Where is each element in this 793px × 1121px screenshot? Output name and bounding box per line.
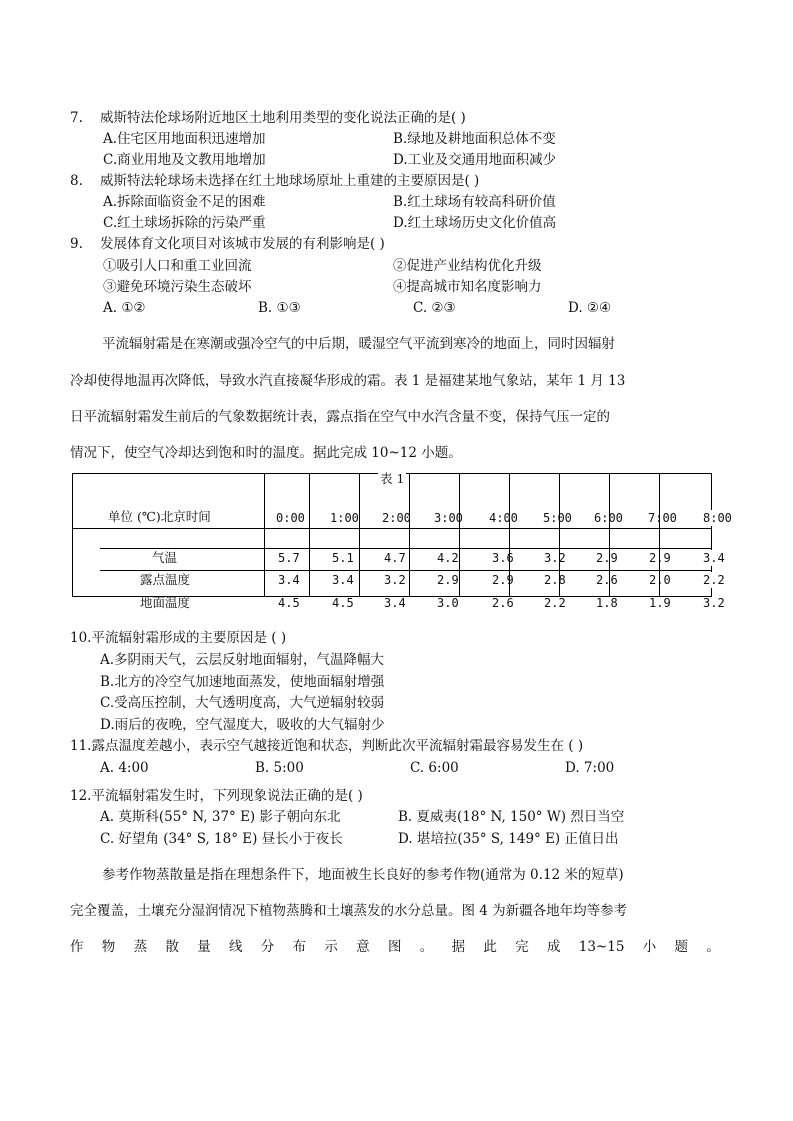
table-cell: 4.5 [278,596,300,610]
table-time-header: 8:00 [703,511,732,525]
table-divider [459,473,460,597]
q9-number: 9. [70,236,83,252]
table-divider [309,473,310,597]
intro2-char: 此 [483,939,497,955]
intro2-char: 线 [228,939,243,955]
intro1-line-2: 冷却使得地温再次降低，导致水汽直接凝华形成的霜。表 1 是福建某地气象站，某年 1 月 13 [70,373,626,389]
q12-option-b: B. 夏威夷(18° N, 150° W) 烈日当空 [398,809,625,825]
intro1-line-3: 日平流辐射霜发生前后的气象数据统计表，露点指在空气中水汽含量不变，保持气压一定的 [70,409,610,425]
q10-option-c: C.受高压控制，大气透明度高，大气逆辐射较弱 [100,695,385,711]
intro2-char: 据 [451,939,466,955]
q7-number: 7. [70,110,83,126]
q9-item-3: ③避免环境污染生态破坏 [103,279,252,295]
q8-option-b: B.红土球场有较高科研价值 [393,194,556,210]
q12-stem: 12.平流辐射霜发生时，下列现象说法正确的是( ) [70,788,363,804]
table-cell: 3.4 [278,573,300,587]
intro2-char: 示 [324,939,338,955]
intro2-char: 意 [356,939,370,955]
table-cell: 3.2 [703,596,725,610]
intro2-line-3 [70,938,720,956]
q11-stem: 11.露点温度差越小，表示空气越接近饱和状态，判断此次平流辐射霜最容易发生在 ( ) [70,738,584,754]
table-row-label: 气温 [152,550,178,565]
table-cell: 2.9 [492,573,514,587]
table-cell: 4.7 [384,551,406,565]
intro2-line-1: 参考作物蒸散量是指在理想条件下，地面被生长良好的参考作物(通常为 0.12 米的短草) [102,867,624,883]
q11-option-d: D. 7:00 [565,760,615,776]
intro2-char: 小 [642,939,657,955]
table-cell: 2.2 [544,596,566,610]
table-cell: 3.4 [703,551,725,565]
table-cell: 3.2 [544,551,566,565]
intro2-char: 完 [515,939,529,955]
table-cell: 2.9 [596,551,618,565]
intro2-line-2: 完全覆盖，土壤充分湿润情况下植物蒸腾和土壤蒸发的水分总量。图 4 为新疆各地年均等参考 [70,903,628,919]
table-cell: 4.2 [437,551,459,565]
q7-option-b: B.绿地及耕地面积总体不变 [393,131,556,147]
intro2-char: 。 [706,939,720,955]
q7-option-d: D.工业及交通用地面积减少 [393,152,557,168]
q12-option-d: D. 堪培拉(35° S, 149° E) 正值日出 [398,831,619,847]
table-header-label: 单位 (℃)北京时间 [108,509,211,524]
table-cell: 3.6 [492,551,514,565]
intro2-char: 成 [546,939,561,955]
q11-option-a: A. 4:00 [100,760,149,776]
q9-option-d: D. ②④ [568,300,612,316]
q8-option-a: A.拆除面临资金不足的困难 [103,194,266,210]
table-row-label: 地面温度 [140,595,191,610]
intro2-char: 。 [419,939,434,955]
intro1-line-1: 平流辐射霜是在寒潮或强冷空气的中后期，暖湿空气平流到寒冷的地面上，同时因辐射 [102,336,615,352]
intro2-char: 量 [197,939,211,955]
q9-stem: 发展体育文化项目对该城市发展的有利影响是( ) [100,236,385,252]
q9-item-2: ②促进产业结构优化升级 [393,258,542,274]
table-cell: 5.7 [278,551,300,565]
table-divider [100,548,712,549]
table-time-header: 5:00 [543,511,572,525]
table-cell: 2.2 [703,573,725,587]
table-cell: 3.4 [384,596,406,610]
q10-option-a: A.多阴雨天气，云层反射地面辐射，气温降幅大 [100,652,385,668]
table-divider [264,473,265,597]
q7-option-a: A.住宅区用地面积迅速增加 [103,131,266,147]
table-time-header: 6:00 [594,511,623,525]
table-cell: 3.2 [384,573,406,587]
intro2-char: 题 [674,939,689,955]
q8-option-d: D.红土球场历史文化价值高 [393,215,557,231]
q9-option-b: B. ①③ [258,300,301,316]
table-cell: 1.9 [649,596,671,610]
q12-option-c: C. 好望角 (34° S, 18° E) 昼长小于夜长 [100,831,343,847]
table-time-header: 7:00 [648,511,677,525]
intro2-char: 蒸 [133,939,148,955]
q9-item-4: ④提高城市知名度影响力 [393,279,542,295]
table-time-header: 3:00 [434,511,463,525]
table-row-label: 露点温度 [140,572,191,587]
table-cell: 2.9 [649,551,671,565]
intro2-char: 散 [165,939,179,955]
table-cell: 2.6 [596,573,618,587]
table-divider [409,473,410,597]
q12-option-a: A. 莫斯科(55° N, 37° E) 影子朝向东北 [100,809,341,825]
q10-option-d: D.雨后的夜晚，空气湿度大，吸收的大气辐射少 [100,717,385,733]
table-cell: 3.0 [437,596,459,610]
q7-stem: 威斯特法伦球场附近地区土地利用类型的变化说法正确的是( ) [100,110,466,126]
table-cell: 2.9 [437,573,459,587]
q9-option-a: A. ①② [103,300,146,316]
q9-item-1: ①吸引人口和重工业回流 [103,258,252,274]
table-cell: 4.5 [332,596,354,610]
q8-number: 8. [70,173,83,189]
q10-stem: 10.平流辐射霜形成的主要原因是 ( ) [70,630,287,646]
intro2-char: 分 [260,939,275,955]
intro1-line-4: 情况下，使空气冷却达到饱和时的温度。据此完成 10~12 小题。 [70,445,462,461]
table-time-header: 1:00 [330,511,359,525]
table-cell: 2.8 [544,573,566,587]
table-cell: 3.4 [332,573,354,587]
q8-option-c: C.红土球场拆除的污染严重 [103,215,266,231]
intro2-char: 图 [387,939,402,955]
intro2-char: 作 [70,939,84,955]
intro2-char: 布 [292,939,307,955]
table-time-header: 4:00 [489,511,518,525]
table-cell: 5.1 [332,551,354,565]
table-caption: 表 1 [380,471,405,486]
table-cell: 2.0 [649,573,671,587]
q11-option-b: B. 5:00 [255,760,304,776]
q7-option-c: C.商业用地及文教用地增加 [103,152,266,168]
intro2-char: 物 [101,939,116,955]
table-divider [100,570,712,571]
q8-stem: 威斯特法轮球场未选择在红土地球场原址上重建的主要原因是( ) [100,173,480,189]
table-divider [359,473,360,597]
table-time-header: 2:00 [382,511,411,525]
q11-option-c: C. 6:00 [410,760,459,776]
table-divider [72,528,712,529]
q10-option-b: B.北方的冷空气加速地面蒸发，使地面辐射增强 [100,674,385,690]
table-cell: 2.6 [492,596,514,610]
q9-option-c: C. ②③ [413,300,456,316]
table-time-header: 0:00 [276,511,305,525]
table-cell: 1.8 [596,596,618,610]
intro2-char: 13~15 [578,939,625,955]
